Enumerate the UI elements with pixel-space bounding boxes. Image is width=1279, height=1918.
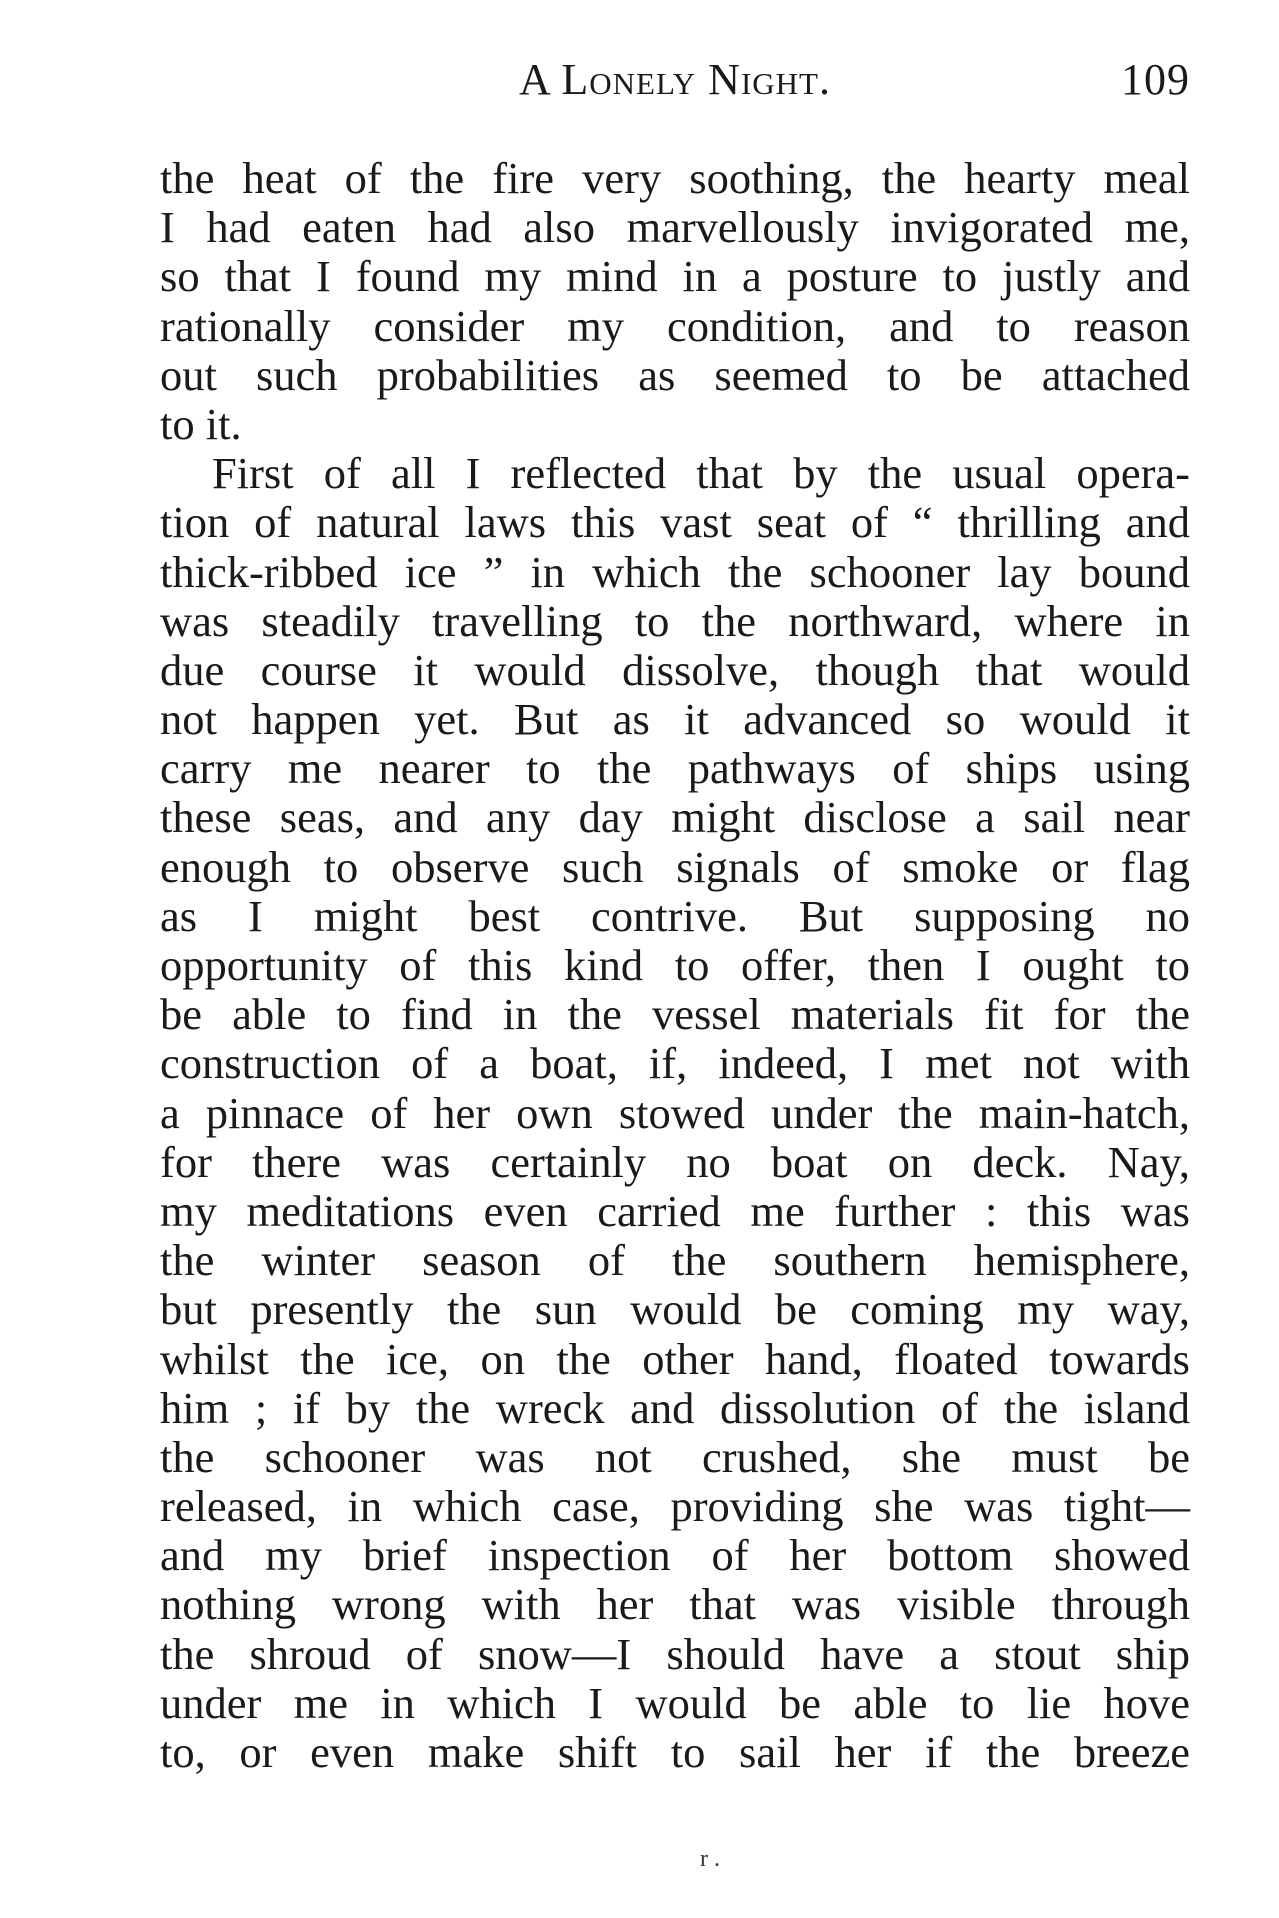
text-line: carry me nearer to the pathways of ships using bbox=[160, 743, 1190, 794]
text-line: but presently the sun would be coming my way, bbox=[160, 1284, 1190, 1335]
text-line: my meditations even carried me further : this was bbox=[160, 1185, 1190, 1236]
text-line: tion of natural laws this vast seat of “ thrilling and bbox=[160, 497, 1190, 548]
text-line: as I might best contrive. But supposing no bbox=[160, 890, 1190, 941]
text-line: the heat of the fire very soothing, the hearty meal bbox=[160, 153, 1190, 203]
text-line: him ; if by the wreck and dissolution of the island bbox=[160, 1382, 1190, 1433]
text-line: the winter season of the southern hemisphere, bbox=[160, 1235, 1190, 1286]
running-head bbox=[160, 50, 1190, 110]
text-line: due course it would dissolve, though that would bbox=[160, 644, 1190, 695]
text-line: a pinnace of her own stowed under the main-hatch, bbox=[160, 1087, 1190, 1138]
running-title: A Lonely Night. bbox=[519, 55, 831, 104]
page-number: 109 bbox=[1121, 55, 1190, 104]
text-line: I had eaten had also marvellously invigorated me, bbox=[160, 202, 1190, 253]
signature-mark: r . bbox=[700, 1846, 720, 1872]
text-line: not happen yet. But as it advanced so would it bbox=[160, 694, 1190, 745]
text-line: opportunity of this kind to offer, then I ought to bbox=[160, 940, 1190, 990]
text-line: be able to find in the vessel materials fit for the bbox=[160, 989, 1190, 1040]
text-line: enough to observe such signals of smoke or flag bbox=[160, 841, 1190, 892]
text-line: was steadily travelling to the northward, where in bbox=[160, 595, 1190, 646]
text-line: to, or even make shift to sail her if the breeze bbox=[160, 1727, 1190, 1777]
text-line: nothing wrong with her that was visible through bbox=[160, 1579, 1190, 1630]
text-line: and my brief inspection of her bottom showed bbox=[160, 1530, 1190, 1581]
text-line: so that I found my mind in a posture to justly and bbox=[160, 251, 1190, 302]
paragraph bbox=[160, 449, 1190, 1777]
text-line: rationally consider my condition, and to reason bbox=[160, 300, 1190, 351]
text-line: the schooner was not crushed, she must be bbox=[160, 1431, 1190, 1482]
text-line: for there was certainly no boat on deck. Nay, bbox=[160, 1136, 1190, 1187]
text-line: to it. bbox=[160, 398, 242, 449]
text-line: construction of a boat, if, indeed, I met not with bbox=[160, 1038, 1190, 1089]
text-line: under me in which I would be able to lie hove bbox=[160, 1677, 1190, 1728]
text-line: First of all I reflected that by the usual opera- bbox=[212, 448, 1190, 499]
text-line: released, in which case, providing she was tight— bbox=[160, 1481, 1190, 1532]
text-line: these seas, and any day might disclose a sail near bbox=[160, 792, 1190, 843]
paragraph bbox=[160, 154, 1190, 449]
text-line: whilst the ice, on the other hand, floated towards bbox=[160, 1333, 1190, 1384]
text-line: out such probabilities as seemed to be attached bbox=[160, 349, 1190, 400]
body-text bbox=[160, 154, 1190, 1777]
text-line: thick-ribbed ice ” in which the schooner lay bound bbox=[160, 546, 1190, 597]
text-line: the shroud of snow—I should have a stout ship bbox=[160, 1628, 1190, 1679]
